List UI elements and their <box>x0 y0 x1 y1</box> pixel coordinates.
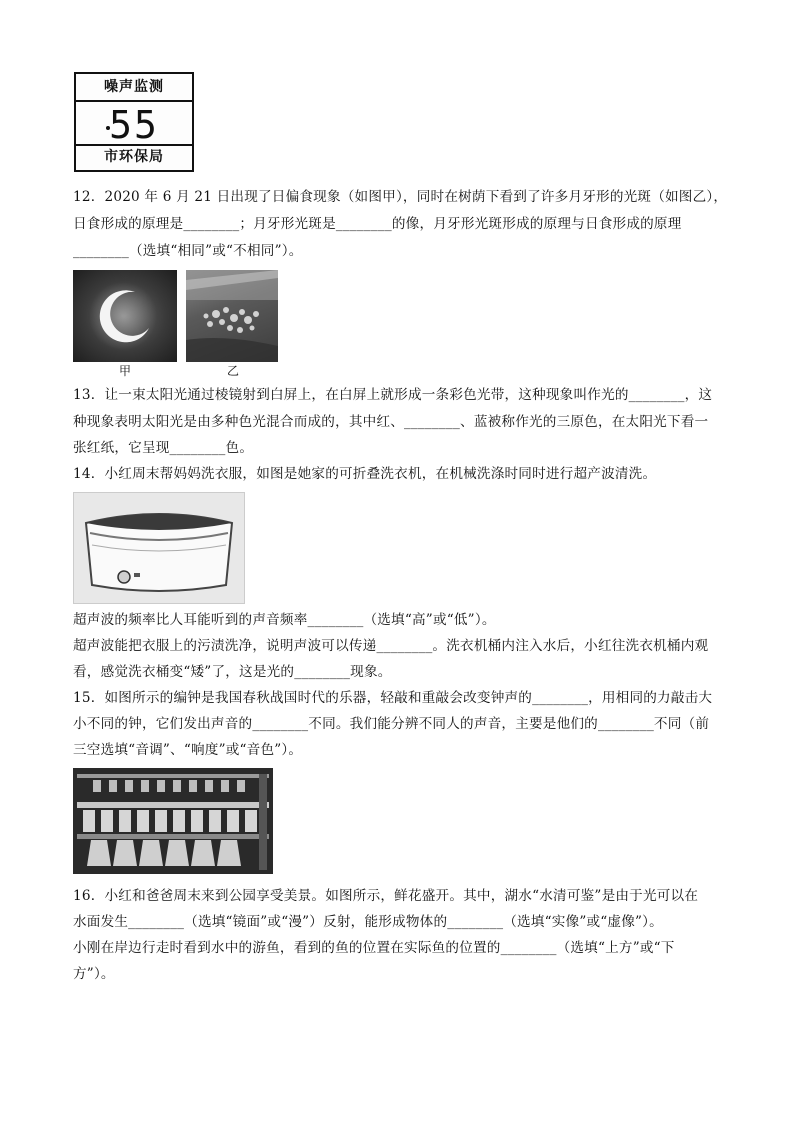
q12-line-3: ________（选填“相同”或“不相同”）。 <box>73 243 303 259</box>
noise-sign-footer: 市环保局 <box>76 144 192 170</box>
q15-line-1: 15．如图所示的编钟是我国春秋战国时代的乐器，轻敲和重敲会改变钟声的________，用相同的力敲击大 <box>73 690 713 706</box>
caption-jia: 甲 <box>118 364 131 378</box>
washing-machine-photo <box>73 492 245 604</box>
q13-line-1: 13．让一束太阳光通过棱镜射到白屏上，在白屏上就形成一条彩色光带，这种现象叫作光的________，这 <box>73 387 713 403</box>
eclipse-photo <box>73 270 177 362</box>
noise-sign-value: 55 <box>109 103 159 147</box>
q15-line-2: 小不同的钟，它们发出声音的________不同。我们能分辨不同人的声音，主要是他们的________不同（前 <box>73 716 710 732</box>
light-spots-photo <box>186 270 278 362</box>
noise-monitor-sign <box>74 72 194 172</box>
chime-bells-photo <box>73 768 273 874</box>
caption-yi: 乙 <box>226 364 239 378</box>
q14-line-4: 看，感觉洗衣桶变“矮”了，这是光的________现象。 <box>73 664 392 680</box>
bianzhong-image <box>73 768 273 874</box>
q16-line-2: 水面发生________（选填“镜面”或“漫”）反射，能形成物体的________（选填“实像”或“虚像”）。 <box>73 914 663 930</box>
q13-line-3: 张红纸，它呈现________色。 <box>73 440 254 456</box>
q12-line-2: 日食形成的原理是________；月牙形光斑是________的像，月牙形光斑形成的原理与日食形成的原理 <box>73 216 682 232</box>
q16-line-1: 16．小红和爸爸周末来到公园享受美景。如图所示，鲜花盛开。其中，湖水“水清可鉴”是由于光可以在 <box>73 888 699 904</box>
q14-line-2: 超声波的频率比人耳能听到的声音频率________（选填“高”或“低”）。 <box>73 612 496 628</box>
q12-line-1: 12．2020 年 6 月 21 日出现了日偏食现象（如图甲），同时在树荫下看到了许多月牙形的光斑（如图乙）， <box>73 189 728 205</box>
q14-line-1: 14．小红周末帮妈妈洗衣服，如图是她家的可折叠洗衣机，在机械洗涤时同时进行超产波清洗。 <box>73 466 657 482</box>
folding-washer-image <box>74 493 244 603</box>
q14-line-3: 超声波能把衣服上的污渍洗净，说明声波可以传递________。洗衣机桶内注入水后，小红往洗衣机桶内观 <box>73 638 709 654</box>
noise-sign-title: 噪声监测 <box>76 74 192 102</box>
q16-line-4: 方”）。 <box>73 966 115 982</box>
q15-line-3: 三空选填“音调”、“响度”或“音色”）。 <box>73 742 303 758</box>
q13-line-2: 种现象表明太阳光是由多种色光混合而成的，其中红、________、蓝被称作光的三原色，在太阳光下看一 <box>73 414 709 430</box>
crescent-spots-image <box>186 270 278 362</box>
crescent-sun-image <box>73 270 177 362</box>
q16-line-3: 小刚在岸边行走时看到水中的游鱼，看到的鱼的位置在实际鱼的位置的________（选填“上方”或“下 <box>73 940 675 956</box>
